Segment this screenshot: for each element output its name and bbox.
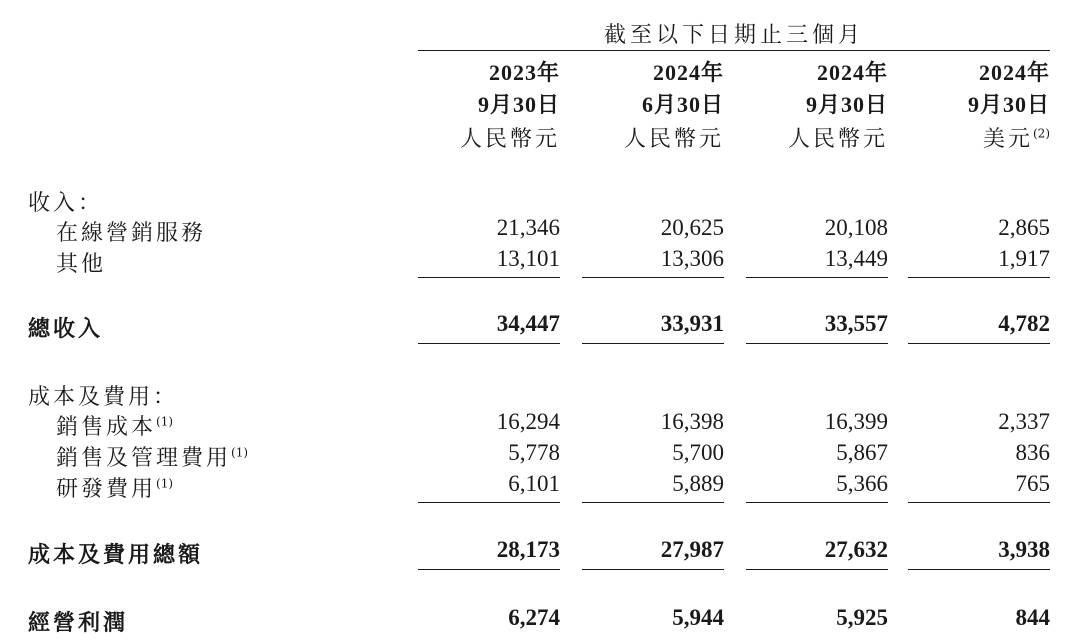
sga-note: (1) bbox=[231, 445, 249, 460]
cell-online-marketing-c3: 20,108 bbox=[824, 215, 888, 240]
total-rule bbox=[418, 569, 560, 570]
col2-year: 2024年 bbox=[652, 60, 724, 85]
cell-online-marketing-c1: 21,346 bbox=[496, 215, 560, 240]
header-rule bbox=[418, 50, 1050, 51]
subtotal-rule bbox=[418, 277, 560, 278]
cell-operating-income-c4: 844 bbox=[1015, 605, 1050, 630]
col3-year: 2024年 bbox=[816, 60, 888, 85]
rnd-text: 研發費用 bbox=[56, 477, 157, 502]
cost-of-revenue-note: (1) bbox=[156, 414, 174, 429]
col3-currency: 人民幣元 bbox=[787, 127, 888, 152]
col1-date: 9月30日 bbox=[477, 92, 560, 117]
cell-rnd-c1: 6,101 bbox=[508, 471, 560, 496]
subtotal-rule bbox=[746, 277, 888, 278]
col2-date: 6月30日 bbox=[641, 92, 724, 117]
cell-cost-of-revenue-c2: 16,398 bbox=[660, 409, 724, 434]
period-group-heading: 截至以下日期止三個月 bbox=[603, 23, 864, 48]
cell-total-revenue-c4: 4,782 bbox=[998, 311, 1050, 336]
cell-operating-income-c1: 6,274 bbox=[508, 605, 560, 630]
revenue-heading: 收入： bbox=[28, 191, 104, 216]
col4-currency bbox=[900, 122, 1050, 153]
cell-total-costs-c1: 28,173 bbox=[496, 537, 560, 562]
others-label: 其他 bbox=[56, 252, 107, 277]
cell-total-costs-c3: 27,632 bbox=[824, 537, 888, 562]
subtotal-rule bbox=[746, 502, 888, 503]
col2-currency: 人民幣元 bbox=[623, 127, 724, 152]
total-rule bbox=[746, 343, 888, 344]
cell-sga-c3: 5,867 bbox=[836, 440, 888, 465]
cell-operating-income-c2: 5,944 bbox=[672, 605, 724, 630]
col4-year: 2024年 bbox=[978, 60, 1050, 85]
sga-label bbox=[56, 441, 248, 472]
cell-online-marketing-c4: 2,865 bbox=[998, 215, 1050, 240]
subtotal-rule bbox=[908, 502, 1050, 503]
cell-others-c2: 13,306 bbox=[660, 246, 724, 271]
cell-sga-c2: 5,700 bbox=[672, 440, 724, 465]
subtotal-rule bbox=[582, 277, 724, 278]
cell-others-c1: 13,101 bbox=[496, 246, 560, 271]
cell-cost-of-revenue-c4: 2,337 bbox=[998, 409, 1050, 434]
cell-rnd-c2: 5,889 bbox=[672, 471, 724, 496]
cell-sga-c4: 836 bbox=[1015, 440, 1050, 465]
subtotal-rule bbox=[418, 502, 560, 503]
cell-others-c4: 1,917 bbox=[998, 246, 1050, 271]
total-rule bbox=[418, 343, 560, 344]
cell-rnd-c4: 765 bbox=[1015, 471, 1050, 496]
col1-year: 2023年 bbox=[488, 60, 560, 85]
cell-others-c3: 13,449 bbox=[824, 246, 888, 271]
cell-rnd-c3: 5,366 bbox=[836, 471, 888, 496]
total-rule bbox=[908, 343, 1050, 344]
operating-income-label: 經營利潤 bbox=[28, 610, 129, 636]
cost-of-revenue-label bbox=[56, 410, 173, 441]
total-rule bbox=[746, 569, 888, 570]
cell-online-marketing-c2: 20,625 bbox=[660, 215, 724, 240]
online-marketing-label: 在線營銷服務 bbox=[56, 221, 207, 246]
rnd-label bbox=[56, 472, 173, 503]
cell-total-costs-c2: 27,987 bbox=[660, 537, 724, 562]
costs-heading: 成本及費用： bbox=[28, 385, 179, 410]
cell-operating-income-c3: 5,925 bbox=[836, 605, 888, 630]
sga-text: 銷售及管理費用 bbox=[56, 446, 232, 471]
cell-total-revenue-c3: 33,557 bbox=[824, 311, 888, 336]
col4-date: 9月30日 bbox=[967, 92, 1050, 117]
total-rule bbox=[582, 343, 724, 344]
total-costs-label: 成本及費用總額 bbox=[28, 542, 204, 568]
cell-cost-of-revenue-c3: 16,399 bbox=[824, 409, 888, 434]
col4-currency-note: (2) bbox=[1033, 126, 1050, 141]
total-rule bbox=[582, 569, 724, 570]
cost-of-revenue-text: 銷售成本 bbox=[56, 415, 157, 440]
cell-cost-of-revenue-c1: 16,294 bbox=[496, 409, 560, 434]
col4-currency-text: 美元 bbox=[982, 127, 1033, 152]
rnd-note: (1) bbox=[156, 476, 174, 491]
cell-total-revenue-c2: 33,931 bbox=[660, 311, 724, 336]
total-rule bbox=[908, 569, 1050, 570]
cell-total-revenue-c1: 34,447 bbox=[496, 311, 560, 336]
cell-total-costs-c4: 3,938 bbox=[998, 537, 1050, 562]
total-revenue-label: 總收入 bbox=[28, 316, 104, 342]
subtotal-rule bbox=[582, 502, 724, 503]
subtotal-rule bbox=[908, 277, 1050, 278]
col1-currency: 人民幣元 bbox=[459, 127, 560, 152]
cell-sga-c1: 5,778 bbox=[508, 440, 560, 465]
col3-date: 9月30日 bbox=[805, 92, 888, 117]
